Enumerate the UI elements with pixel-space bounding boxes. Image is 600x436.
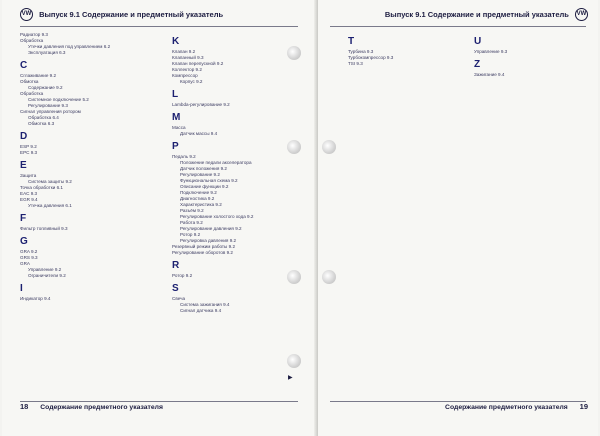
left-page-footer	[20, 402, 163, 414]
index-letter-heading: T	[348, 36, 355, 47]
index-entry: Сигнал датчика 9.4	[180, 308, 222, 313]
index-entry: Фильтр топливный 9.3	[20, 226, 68, 231]
binder-hole	[322, 270, 336, 284]
right-page	[318, 0, 598, 436]
index-entry: Система зажигания 9.4	[180, 302, 230, 307]
index-entry: Регулирование 9.2	[180, 172, 220, 177]
index-letter-heading: S	[172, 283, 179, 294]
index-letter-heading: P	[172, 141, 179, 152]
index-entry: Ротор 9.2	[172, 273, 193, 278]
index-entry: Сглаживание 9.2	[20, 73, 57, 78]
right-index-column-2	[474, 32, 584, 78]
index-entry: Датчик массы 9.4	[180, 131, 218, 136]
index-entry: Диагностика 9.2	[180, 196, 215, 201]
index-entry: Ограничители 9.2	[28, 273, 66, 278]
index-entry: Клапанный 9.3	[172, 55, 204, 60]
index-entry: Резервный режим работы 9.2	[172, 244, 235, 249]
index-entry: Регулирование холостого хода 9.2	[180, 214, 254, 219]
binder-hole	[287, 140, 301, 154]
index-letter-heading: K	[172, 36, 180, 47]
right-header-rule	[330, 26, 586, 27]
index-entry: TSI 9.3	[348, 61, 363, 66]
index-entry: Турбина 9.3	[348, 49, 374, 54]
index-entry: ESP 9.2	[20, 144, 37, 149]
index-letter-heading: G	[20, 236, 28, 247]
index-entry: Обмотка 6.3	[28, 121, 55, 126]
index-letter-heading: L	[172, 89, 179, 100]
index-letter-heading: Z	[474, 59, 481, 70]
index-letter-heading: I	[20, 283, 23, 294]
index-entry: Клапан перепускной 9.2	[172, 61, 224, 66]
right-page-title: Выпуск 9.1 Содержание и предметный указатель	[384, 10, 569, 19]
index-entry: Радиатор 9.3	[20, 32, 48, 37]
index-entry: Эксплуатация 6.3	[28, 50, 66, 55]
vw-logo-icon: VW	[20, 8, 33, 21]
index-entry: GRS 9.3	[20, 255, 38, 260]
index-entry: Регулирование 9.3	[28, 103, 68, 108]
index-letter-heading: U	[474, 36, 482, 47]
index-entry: Регулирование давления 9.2	[180, 226, 242, 231]
index-entry: Характеристика 9.2	[180, 202, 222, 207]
arrow-right-icon: ▶	[288, 375, 293, 381]
index-entry: Системное подключение 5.2	[28, 97, 89, 102]
binder-hole	[322, 140, 336, 154]
index-entry: Коллектор 9.2	[172, 67, 202, 72]
index-entry: Подключение 9.2	[180, 190, 217, 195]
left-page	[2, 0, 316, 436]
binder-hole	[287, 270, 301, 284]
index-entry: Корпус 9.2	[180, 79, 203, 84]
index-entry: Точка обработки 6.1	[20, 185, 63, 190]
index-entry: Положение педали акселератора	[180, 160, 252, 165]
index-entry: Сигнал управления ротором	[20, 109, 81, 114]
index-letter-heading: M	[172, 112, 181, 123]
index-entry: Lambda-регулирование 9.2	[172, 102, 230, 107]
index-letter-heading: C	[20, 60, 28, 71]
index-entry: Утечки давления под управлением 6.2	[28, 44, 111, 49]
index-entry: Индикатор 9.4	[20, 296, 51, 301]
index-entry: Описание функции 9.2	[180, 184, 229, 189]
index-letter-heading: F	[20, 213, 27, 224]
index-entry: GRA	[20, 261, 30, 266]
index-entry: Компрессор	[172, 73, 198, 78]
index-entry: Педаль 9.2	[172, 154, 196, 159]
left-index-column-1	[20, 32, 150, 302]
index-entry: Ротор 9.2	[180, 232, 201, 237]
index-entry: Утечка давления 6.1	[28, 203, 72, 208]
right-page-header	[381, 8, 588, 26]
index-entry: EAC 9.3	[20, 191, 38, 196]
left-page-number: 18	[20, 402, 29, 411]
index-entry: Содержание 9.2	[28, 85, 63, 90]
right-footer-title: Содержание предметного указателя	[445, 404, 568, 411]
index-entry: Функциональная схема 9.2	[180, 178, 238, 183]
right-page-number: 19	[579, 402, 588, 411]
left-footer-title: Содержание предметного указателя	[40, 404, 163, 411]
index-letter-heading: R	[172, 260, 180, 271]
index-entry: Регулировка давления 9.2	[180, 238, 237, 243]
index-entry: Разъём 9.2	[180, 208, 204, 213]
right-page-footer	[445, 402, 588, 414]
left-header-rule	[20, 26, 298, 27]
index-entry: Управление 9.3	[474, 49, 508, 54]
left-page-header	[20, 8, 227, 26]
index-entry: Работа 9.2	[180, 220, 203, 225]
index-letter-heading: D	[20, 131, 28, 142]
index-entry: Обработка	[20, 91, 44, 96]
index-entry: Защита	[20, 173, 37, 178]
index-entry: Обмотка	[20, 79, 39, 84]
index-entry: Турбокомпрессор 9.3	[348, 55, 394, 60]
vw-logo-icon: VW	[575, 8, 588, 21]
index-entry: EGR 9.4	[20, 197, 38, 202]
index-entry: Зажигание 9.4	[474, 72, 505, 77]
index-entry: Масса	[172, 125, 186, 130]
index-letter-heading: E	[20, 160, 27, 171]
left-page-title: Выпуск 9.1 Содержание и предметный указатель	[39, 10, 224, 19]
index-entry: Обработка 6.4	[28, 115, 59, 120]
index-entry: EPC 9.3	[20, 150, 38, 155]
index-entry: Свеча	[172, 296, 186, 301]
index-entry: Регулирование оборотов 9.2	[172, 250, 233, 255]
right-index-column-1	[348, 32, 458, 67]
index-entry: GRA 9.2	[20, 249, 38, 254]
index-entry: Система защиты 9.2	[28, 179, 72, 184]
binder-hole	[287, 46, 301, 60]
index-entry: Управление 9.2	[28, 267, 62, 272]
index-entry: Датчик положения 9.2	[180, 166, 227, 171]
index-entry: Обработка	[20, 38, 44, 43]
index-entry: Клапан 9.2	[172, 49, 196, 54]
binder-hole	[287, 354, 301, 368]
